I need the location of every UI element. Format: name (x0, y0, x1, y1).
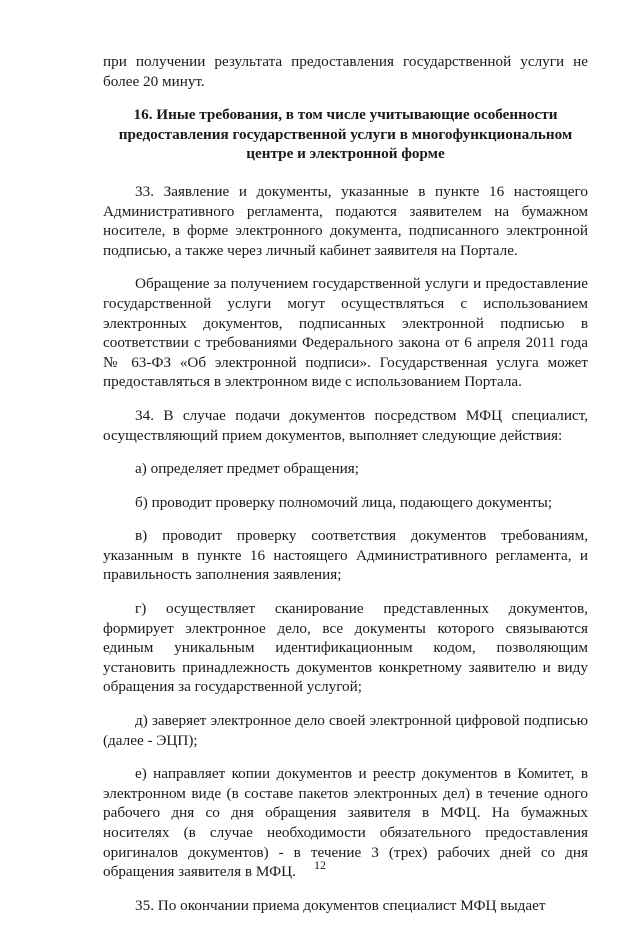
lead-paragraph: при получении результата предоставления государственной услуги не более 20 минут. (103, 53, 588, 90)
section-heading: 16. Иные требования, в том числе учитывающие особенности предоставления государственной услуги в многофункциональном центре и электронной форме (118, 106, 573, 163)
list-item-d: д) заверяет электронное дело своей электронной цифровой подписью (далее - ЭЦП); (103, 712, 588, 749)
list-item-e: е) направляет копии документов и реестр документов в Комитет, в электронном виде (в составе пакетов электронных дел) в течение одного рабочего дня со дня обращения заявителя в МФЦ. На бумажных носителях (в случае необходимости обязательного предоставления оригиналов документов) - в течение 3 (трех) рабочих дней со дня обращения заявителя в МФЦ. (103, 765, 588, 881)
list-item-v: в) проводит проверку соответствия документов требованиям, указанным в пункте 16 настоящего Административного регламента, и правильность заполнения заявления; (103, 527, 588, 584)
paragraph-33: 33. Заявление и документы, указанные в пункте 16 настоящего Административного регламента, подаются заявителем на бумажном носителе, в форме электронного документа, подписанного электронной подписью, а также через личный кабинет заявителя на Портале. (103, 182, 588, 259)
document-page (103, 52, 588, 929)
list-item-a: а) определяет предмет обращения; (135, 460, 359, 478)
list-item-g: г) осуществляет сканирование представленных документов, формирует электронное дело, все документы которого связываются единым уникальным идентификационным кодом, позволяющим установить принадлежность документов конкретному заявителю и виду обращения за государственной услугой; (103, 600, 588, 696)
paragraph-35: 35. По окончании приема документов специалист МФЦ выдает (135, 896, 546, 914)
list-item-b: б) проводит проверку полномочий лица, подающего документы; (135, 493, 553, 511)
paragraph-34: 34. В случае подачи документов посредством МФЦ специалист, осуществляющий прием документов, выполняет следующие действия: (103, 406, 588, 444)
paragraph-electronic-services: Обращение за получением государственной услуги и предоставление государственной услуги могут осуществляться с использованием электронных документов, подписанных электронной подписью в соответствии с требованиями Федерального закона от 6 апреля 2011 года № 63-ФЗ «Об электронной подписи». Государственная услуга может предоставляться в электронном виде с использованием Портала. (103, 275, 588, 391)
page-number: 12 (314, 858, 326, 872)
